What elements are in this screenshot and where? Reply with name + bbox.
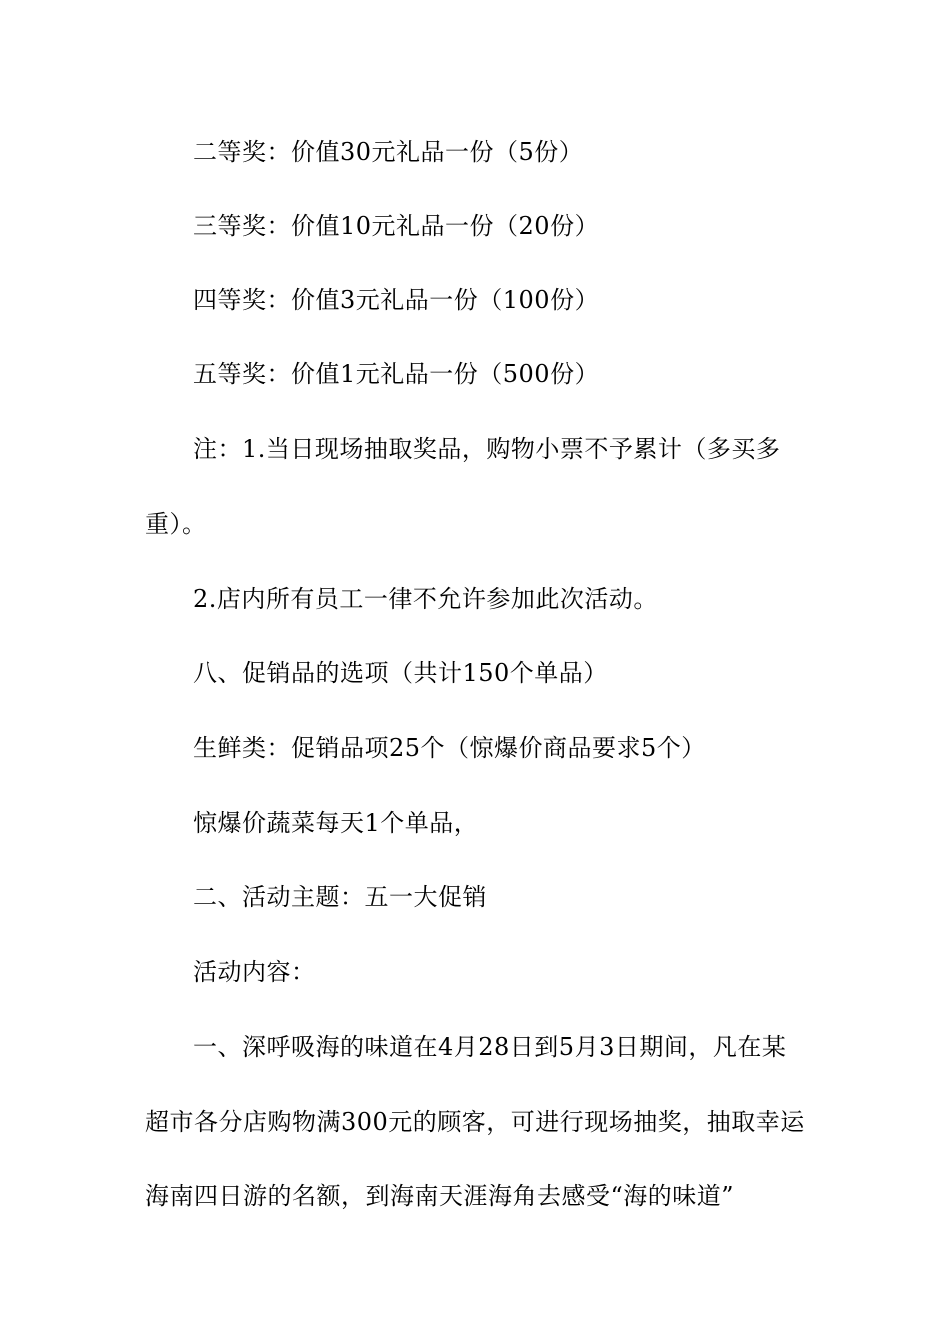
activity-paragraph-line-3: 海南四日游的名额，到海南天涯海角去感受“海的味道” [145,1182,735,1210]
prize-fifth-line: 五等奖：价值1元礼品一份（500份） [193,360,600,388]
prize-third-line: 三等奖：价值10元礼品一份（20份） [193,212,600,240]
section-heading-theme: 二、活动主题：五一大促销 [193,883,487,911]
note-line-2: 2.店内所有员工一律不允许参加此次活动。 [193,585,658,613]
section-heading-promo-items: 八、促销品的选项（共计150个单品） [193,659,608,687]
note-line-1: 注：1.当日现场抽取奖品，购物小票不予累计（多买多 [193,435,781,463]
activity-paragraph-line-1: 一、深呼吸海的味道在4月28日到5月3日期间，凡在某 [193,1033,787,1061]
prize-second-line: 二等奖：价值30元礼品一份（5份） [193,138,584,166]
activity-paragraph-line-2: 超市各分店购物满300元的顾客，可进行现场抽奖，抽取幸运 [145,1108,805,1136]
note-line-1-continuation: 重）。 [145,510,207,538]
activity-content-heading: 活动内容： [193,958,316,986]
fresh-category-line: 生鲜类：促销品项25个（惊爆价商品要求5个） [193,734,706,762]
vegetable-deal-line: 惊爆价蔬菜每天1个单品， [193,809,479,837]
prize-fourth-line: 四等奖：价值3元礼品一份（100份） [193,286,600,314]
